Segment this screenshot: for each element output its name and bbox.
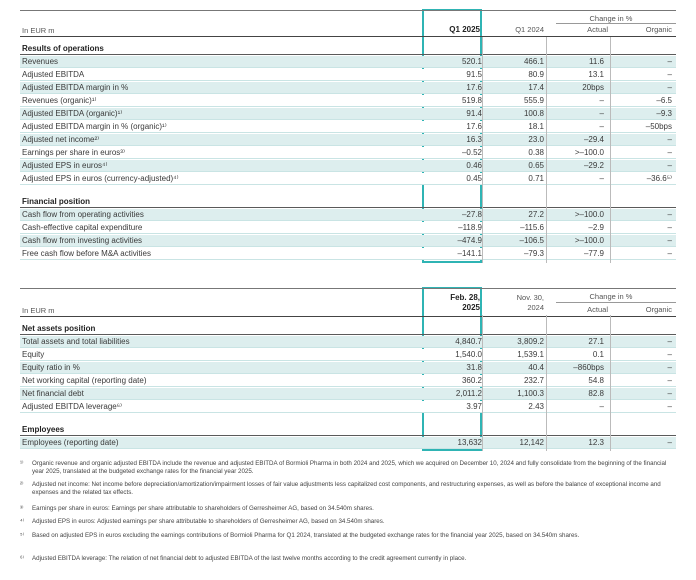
value-change-organic: – (667, 350, 672, 359)
table-row (20, 336, 676, 348)
table1-unit-label: In EUR m (22, 26, 55, 35)
header-nov-2024-line1: Nov. 30, (516, 293, 544, 302)
row-label: Free cash flow before M&A activities (22, 249, 151, 258)
value-change-organic: – (667, 438, 672, 447)
value-prior: 40.4 (528, 363, 544, 372)
value-change-organic: – (667, 376, 672, 385)
column-separator (546, 315, 547, 451)
footnote-marker: ³⁾ (20, 505, 24, 512)
footnote-text: Adjusted net income: Net income before depreciation/amortization/impairment losses of fair value adjustments less capitalized cost components, and restructuring expenses, as well as before the balance of exceptional income and expenses and the related tax effects. (32, 481, 661, 496)
table-row (20, 56, 676, 68)
value-prior: 1,100.3 (517, 389, 544, 398)
row-label: Equity ratio in % (22, 363, 80, 372)
value-change-organic: – (667, 83, 672, 92)
value-change-actual: >–100.0 (574, 148, 604, 157)
row-label: Adjusted EBITDA margin in % (22, 83, 129, 92)
section-title: Results of operations (22, 44, 104, 53)
value-prior: 80.9 (528, 70, 544, 79)
header-change-group-2: Change in % (589, 292, 633, 301)
value-change-actual: >–100.0 (574, 210, 604, 219)
row-label: Adjusted net income²⁾ (22, 135, 100, 144)
row-label: Earnings per share in euros³⁾ (22, 148, 125, 157)
value-current: 3.97 (466, 402, 482, 411)
value-prior: 17.4 (528, 83, 544, 92)
value-change-organic: – (667, 70, 672, 79)
table-row (20, 82, 676, 94)
row-label: Net working capital (reporting date) (22, 376, 147, 385)
value-current: 16.3 (466, 135, 482, 144)
header-actual: Actual (587, 25, 608, 34)
value-current: 360.2 (461, 376, 482, 385)
header-nov-2024-line2: 2024 (527, 303, 544, 312)
row-label: Cash flow from investing activities (22, 236, 143, 245)
value-change-actual: –860bps (573, 363, 604, 372)
value-change-organic: – (667, 210, 672, 219)
row-label: Total assets and total liabilities (22, 337, 130, 346)
value-current: 4,840.7 (455, 337, 482, 346)
value-prior: 27.2 (528, 210, 544, 219)
value-current: –118.9 (458, 223, 482, 232)
value-prior: 18.1 (528, 122, 544, 131)
value-current: 520.1 (461, 57, 482, 66)
value-prior: 100.8 (523, 109, 544, 118)
header-actual-2: Actual (587, 305, 608, 314)
value-change-organic: –36.6⁵⁾ (646, 174, 672, 183)
table-row (20, 235, 676, 247)
value-current: 31.8 (466, 363, 482, 372)
value-change-actual: 11.6 (589, 57, 604, 66)
footnote-text: Organic revenue and organic adjusted EBITDA include the revenue and adjusted EBITDA of Bormioli Pharma in both 2024 and 2025, which we acquired on December 10, 2024 and fully consolidate from the beginning of the financial year 2025, translated at the budgeted exchange rates for the financial year 2025. (32, 460, 667, 475)
value-change-actual: – (599, 96, 604, 105)
column-separator (546, 37, 547, 263)
value-current: 91.5 (466, 70, 482, 79)
footnote-text: Based on adjusted EPS in euros excluding the earnings contributions of Bormioli Pharma for Q1 2024, translated at the budgeted exchange rates for the financial year 2025, based on 34.540m shares. (32, 532, 580, 539)
value-change-organic: – (667, 389, 672, 398)
row-label: Employees (reporting date) (22, 438, 119, 447)
value-current: 13,632 (457, 438, 482, 447)
section-heading (20, 196, 676, 208)
table-row (20, 248, 676, 260)
value-change-actual: 13.1 (588, 70, 604, 79)
value-prior: 232.7 (523, 376, 544, 385)
footnote-marker: ⁵⁾ (20, 532, 25, 539)
table2-header-rule (20, 316, 676, 317)
value-current: 17.6 (466, 122, 482, 131)
table-row (20, 362, 676, 374)
section-heading (20, 43, 676, 55)
row-label: Cash-effective capital expenditure (22, 223, 143, 232)
value-change-organic: – (667, 363, 672, 372)
table-row (20, 69, 676, 81)
row-label: Revenues (organic)¹⁾ (22, 96, 97, 105)
value-current: –27.8 (461, 210, 482, 219)
value-change-organic: – (667, 135, 672, 144)
header-organic-2: Organic (645, 305, 672, 314)
header-feb-2025-line2: 2025 (462, 303, 480, 312)
value-prior: 0.65 (528, 161, 544, 170)
value-change-actual: – (599, 174, 604, 183)
table2-unit-label: In EUR m (22, 306, 55, 315)
value-current: 1,540.0 (455, 350, 482, 359)
value-change-actual: 0.1 (592, 350, 604, 359)
table-row (20, 147, 676, 159)
table-row (20, 160, 676, 172)
header-change-group: Change in % (589, 14, 633, 23)
row-label: Adjusted EBITDA leverage⁶⁾ (22, 402, 122, 411)
change-group-rule (556, 23, 676, 24)
table1-header-rule (20, 36, 676, 37)
table-row (20, 121, 676, 133)
footnote-marker: ²⁾ (20, 481, 24, 488)
value-current: 17.6 (466, 83, 482, 92)
value-change-actual: –2.9 (588, 223, 604, 232)
value-change-organic: –9.3 (656, 109, 672, 118)
footnote-marker: ¹⁾ (20, 460, 24, 467)
value-prior: 2.43 (528, 402, 544, 411)
value-change-organic: – (667, 236, 672, 245)
value-current: 2,011.2 (455, 389, 482, 398)
value-change-actual: – (599, 402, 604, 411)
section-heading (20, 424, 676, 436)
value-current: –474.9 (457, 236, 482, 245)
value-change-actual: 82.8 (588, 389, 604, 398)
table-row (20, 437, 676, 449)
header-feb-2025-line1: Feb. 28, (450, 293, 480, 302)
value-change-actual: –29.2 (583, 161, 604, 170)
footnote-text: Earnings per share in euros: Earnings per share attributable to shareholders of Gerresheimer AG, based on 34.540m shares. (32, 505, 374, 512)
value-change-actual: >–100.0 (574, 236, 604, 245)
row-label: Adjusted EPS in euros (currency-adjusted)⁴⁾ (22, 174, 179, 183)
header-organic: Organic (645, 25, 672, 34)
value-prior: 3,809.2 (517, 337, 544, 346)
value-prior: 23.0 (528, 135, 544, 144)
row-label: Net financial debt (22, 389, 84, 398)
row-label: Cash flow from operating activities (22, 210, 144, 219)
value-prior: –106.5 (519, 236, 544, 245)
column-separator (482, 315, 483, 451)
value-prior: 0.38 (528, 148, 544, 157)
value-current: –0.52 (461, 148, 482, 157)
value-change-actual: 27.1 (588, 337, 604, 346)
value-change-organic: – (667, 337, 672, 346)
footnote-marker: ⁶⁾ (20, 555, 25, 562)
row-label: Adjusted EBITDA (organic)¹⁾ (22, 109, 123, 118)
header-q1-2025: Q1 2025 (449, 25, 480, 34)
value-prior: –79.3 (523, 249, 544, 258)
row-label: Equity (22, 350, 45, 359)
value-change-organic: – (667, 249, 672, 258)
value-change-actual: –29.4 (583, 135, 604, 144)
table-row (20, 375, 676, 387)
section-title: Net assets position (22, 324, 96, 333)
value-current: 0.46 (466, 161, 482, 170)
table-row (20, 209, 676, 221)
table-row (20, 134, 676, 146)
section-heading (20, 323, 676, 335)
value-change-actual: – (599, 109, 604, 118)
section-title: Employees (22, 425, 65, 434)
value-current: –141.1 (457, 249, 482, 258)
value-change-organic: – (667, 57, 672, 66)
value-change-actual: 54.8 (588, 376, 604, 385)
value-change-actual: – (599, 122, 604, 131)
value-change-organic: – (667, 161, 672, 170)
table1-top-rule (20, 10, 676, 11)
column-separator (482, 37, 483, 263)
row-label: Revenues (22, 57, 59, 66)
value-prior: 1,539.1 (517, 350, 544, 359)
footnote-text: Adjusted EPS in euros: Adjusted earnings per share attributable to shareholders of Gerresheimer AG, based on 34.540m shares. (32, 518, 385, 525)
footnote-marker: ⁴⁾ (20, 518, 25, 525)
footnote-text: Adjusted EBITDA leverage: The relation of net financial debt to adjusted EBITDA of the last twelve months according to the credit agreement currently in place. (32, 555, 467, 562)
row-label: Adjusted EBITDA (22, 70, 85, 79)
table-row (20, 388, 676, 400)
value-current: 0.45 (466, 174, 482, 183)
value-change-actual: 20bps (582, 83, 604, 92)
value-change-actual: –77.9 (583, 249, 604, 258)
value-prior: 466.1 (523, 57, 544, 66)
column-separator (610, 315, 611, 451)
value-change-organic: – (667, 223, 672, 232)
change-group-rule-2 (556, 302, 676, 303)
value-prior: –115.6 (520, 223, 544, 232)
header-q1-2024: Q1 2024 (515, 25, 544, 34)
section-title: Financial position (22, 197, 91, 206)
value-prior: 555.9 (523, 96, 544, 105)
table-row (20, 108, 676, 120)
value-change-organic: – (667, 402, 672, 411)
value-change-organic: –6.5 (656, 96, 672, 105)
value-current: 91.4 (466, 109, 482, 118)
table-row (20, 349, 676, 361)
table-row (20, 401, 676, 413)
value-change-organic: – (667, 148, 672, 157)
column-separator (610, 37, 611, 263)
value-change-actual: 12.3 (588, 438, 604, 447)
table-row (20, 173, 676, 185)
row-label: Adjusted EBITDA margin in % (organic)¹⁾ (22, 122, 167, 131)
value-prior: 12,142 (519, 438, 544, 447)
value-change-organic: –50bps (645, 122, 672, 131)
value-prior: 0.71 (528, 174, 544, 183)
value-current: 519.8 (461, 96, 482, 105)
table-row (20, 222, 676, 234)
table2-top-rule (20, 288, 676, 289)
row-label: Adjusted EPS in euros⁴⁾ (22, 161, 108, 170)
table-row (20, 95, 676, 107)
